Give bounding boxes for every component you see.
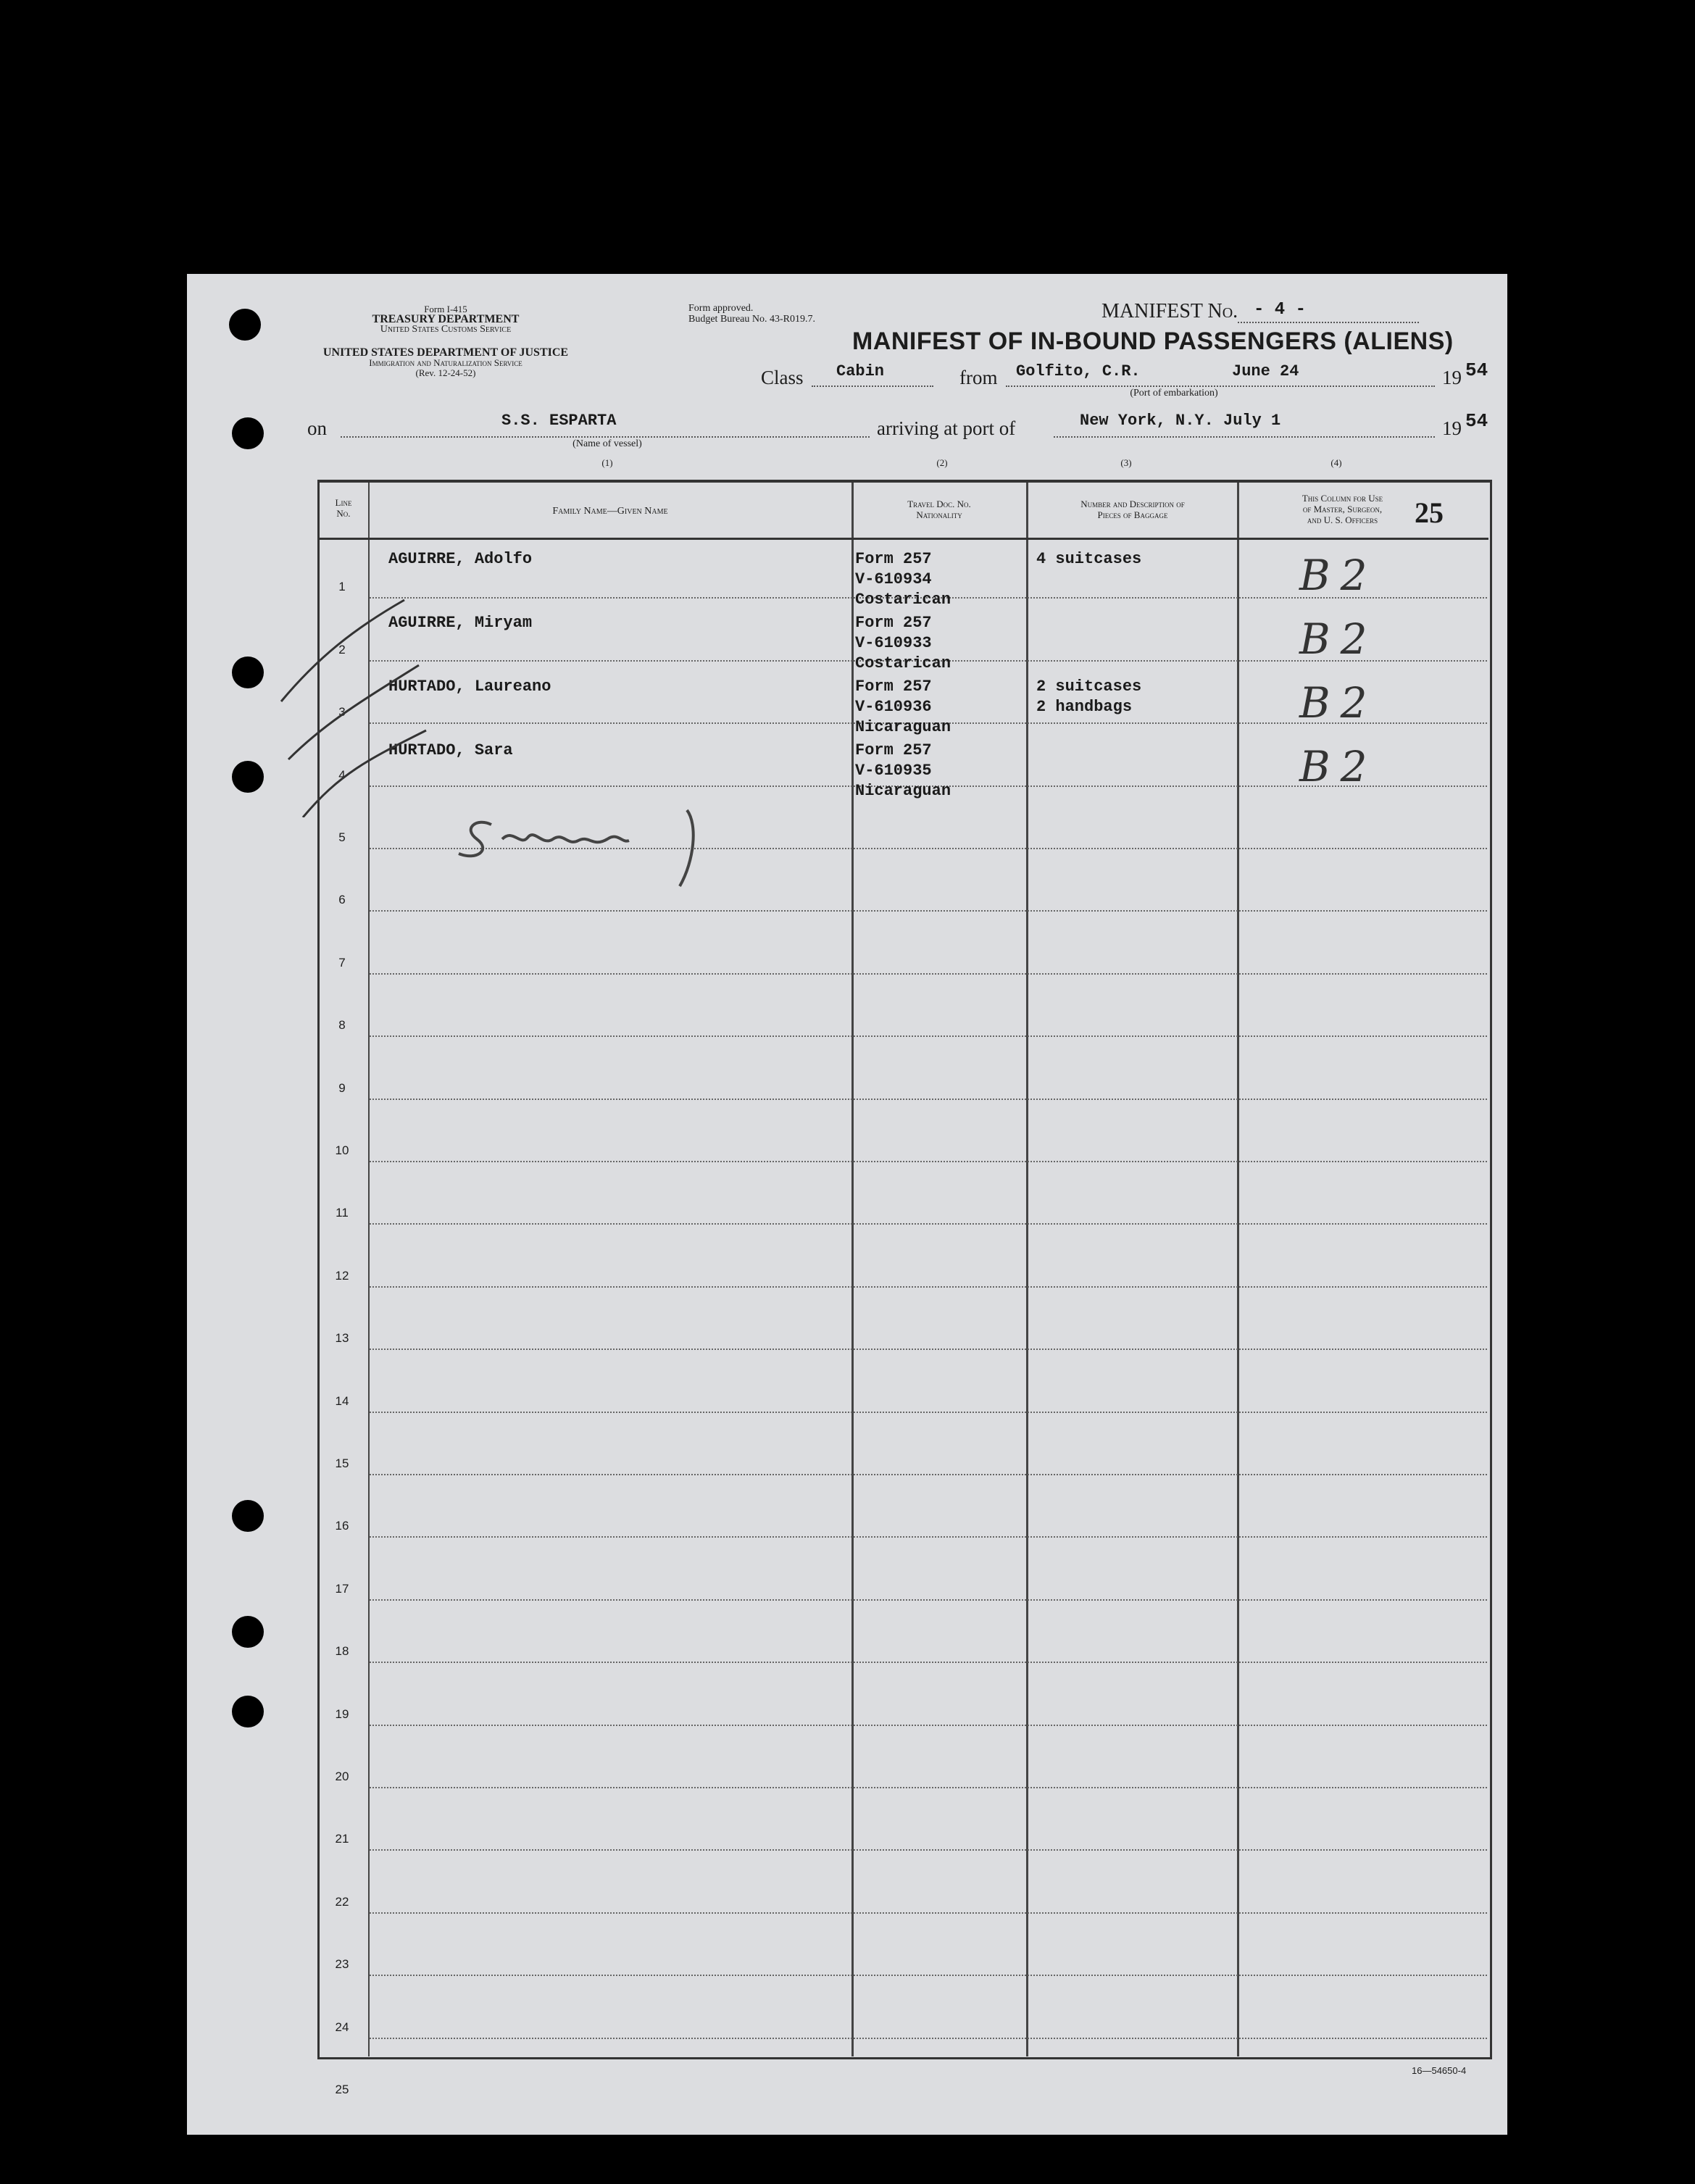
vessel-name: S.S. ESPARTA bbox=[501, 412, 617, 430]
punch-hole bbox=[232, 1616, 264, 1648]
baggage-line-1: 2 suitcases bbox=[1036, 678, 1142, 696]
travel-doc-form: Form 257 bbox=[855, 741, 932, 759]
nationality: Costarican bbox=[855, 591, 951, 609]
line-number: 8 bbox=[338, 1018, 346, 1033]
footer-code: 16—54650-4 bbox=[1412, 2065, 1467, 2076]
port-embarkation-note: (Port of embarkation) bbox=[1130, 388, 1218, 399]
header-rule bbox=[318, 538, 1488, 540]
year-prefix-2: 19 bbox=[1442, 417, 1462, 439]
travel-doc-form: Form 257 bbox=[855, 678, 932, 696]
col-head-officers: This Column for Use of Master, Surgeon, and U. S. Officers bbox=[1302, 493, 1383, 525]
manifest-no-label: MANIFEST No. bbox=[1101, 300, 1238, 322]
row-rule bbox=[370, 1412, 1487, 1413]
row-rule bbox=[370, 1536, 1487, 1538]
ins-name: Immigration and Naturalization Service bbox=[369, 357, 522, 368]
treasury-dept: TREASURY DEPARTMENT bbox=[372, 313, 520, 325]
arrival-port: New York, N.Y. July 1 bbox=[1080, 412, 1281, 430]
col-number-2: (2) bbox=[936, 457, 948, 468]
page-title: MANIFEST OF IN-BOUND PASSENGERS (ALIENS) bbox=[852, 328, 1454, 355]
travel-doc-number: V-610935 bbox=[855, 762, 932, 780]
line-number: 19 bbox=[335, 1706, 349, 1721]
col-head-name: Family Name—Given Name bbox=[552, 506, 668, 517]
col-number-1: (1) bbox=[601, 457, 613, 468]
officer-mark: B2 bbox=[1299, 614, 1378, 664]
col-head-baggage: Number and Description of Pieces of Baggage bbox=[1080, 499, 1185, 520]
travel-doc-number: V-610936 bbox=[855, 698, 932, 716]
officer-mark: B2 bbox=[1299, 742, 1378, 791]
manifest-no-value: - 4 - bbox=[1254, 300, 1307, 320]
punch-hole bbox=[232, 657, 264, 688]
from-value: Golfito, C.R. bbox=[1016, 362, 1141, 380]
from-label: from bbox=[959, 367, 998, 388]
line-number: 15 bbox=[335, 1456, 349, 1470]
line-number: 1 bbox=[338, 580, 346, 594]
line-number: 17 bbox=[335, 1581, 349, 1596]
col-divider-name bbox=[851, 483, 854, 2056]
budget-bureau: Budget Bureau No. 43-R019.7. bbox=[688, 314, 815, 325]
passenger-name: HURTADO, Sara bbox=[388, 741, 513, 759]
col-number-3: (3) bbox=[1120, 457, 1132, 468]
line-number: 4 bbox=[338, 767, 346, 782]
customs-service: United States Customs Service bbox=[380, 324, 512, 335]
passenger-name: AGUIRRE, Miryam bbox=[388, 614, 533, 632]
row-rule bbox=[370, 1161, 1487, 1162]
arrival-line bbox=[1054, 436, 1435, 438]
row-rule bbox=[370, 1787, 1487, 1788]
line-number: 10 bbox=[335, 1143, 349, 1157]
col-head-doc: Travel Doc. No. Nationality bbox=[907, 499, 971, 520]
rev-date: (Rev. 12-24-52) bbox=[415, 367, 476, 378]
passenger-name: HURTADO, Laureano bbox=[388, 678, 551, 696]
passenger-name: AGUIRRE, Adolfo bbox=[388, 550, 533, 568]
punch-hole bbox=[232, 1696, 264, 1727]
form-number: Form I-415 bbox=[424, 304, 467, 314]
form-approved: Form approved. bbox=[688, 303, 754, 314]
year-2: 54 bbox=[1465, 410, 1488, 432]
punch-hole bbox=[229, 309, 261, 341]
baggage-line-2: 2 handbags bbox=[1036, 698, 1133, 716]
officer-signature bbox=[448, 796, 738, 897]
line-number: 21 bbox=[335, 1832, 349, 1846]
row-rule bbox=[370, 1286, 1487, 1288]
punch-hole bbox=[232, 417, 264, 449]
line-number: 23 bbox=[335, 1957, 349, 1972]
class-line bbox=[812, 385, 933, 387]
row-rule bbox=[370, 1912, 1487, 1914]
row-rule bbox=[370, 1223, 1487, 1225]
travel-doc-number: V-610934 bbox=[855, 570, 932, 588]
line-number: 24 bbox=[335, 2020, 349, 2034]
manifest-page bbox=[187, 274, 1507, 2135]
manifest-no-line bbox=[1238, 322, 1419, 323]
col-number-4: (4) bbox=[1330, 457, 1342, 468]
from-date: June 24 bbox=[1232, 362, 1299, 380]
col-divider-bag bbox=[1237, 483, 1239, 2056]
line-number: 6 bbox=[338, 893, 346, 907]
row-rule bbox=[370, 1662, 1487, 1663]
vessel-line bbox=[341, 436, 870, 438]
line-number: 13 bbox=[335, 1331, 349, 1346]
page-count-stamp: 25 bbox=[1415, 496, 1444, 529]
from-line bbox=[1006, 385, 1435, 387]
line-number: 14 bbox=[335, 1393, 349, 1408]
line-number: 22 bbox=[335, 1894, 349, 1909]
line-number: 5 bbox=[338, 830, 346, 844]
form-header-left bbox=[304, 304, 587, 335]
line-number: 7 bbox=[338, 955, 346, 970]
on-label: on bbox=[307, 417, 327, 439]
nationality: Costarican bbox=[855, 654, 951, 672]
baggage-line-1: 4 suitcases bbox=[1036, 550, 1142, 568]
col-divider-doc bbox=[1026, 483, 1028, 2056]
travel-doc-number: V-610933 bbox=[855, 634, 932, 652]
punch-hole bbox=[232, 761, 264, 793]
line-number: 11 bbox=[336, 1206, 349, 1220]
tally-marks bbox=[274, 578, 433, 817]
line-number: 18 bbox=[335, 1644, 349, 1659]
year-1: 54 bbox=[1465, 359, 1488, 381]
row-rule bbox=[370, 1975, 1487, 1976]
justice-dept: UNITED STATES DEPARTMENT OF JUSTICE bbox=[322, 346, 569, 359]
row-rule bbox=[370, 973, 1487, 975]
row-rule bbox=[370, 1599, 1487, 1601]
row-rule bbox=[370, 1099, 1487, 1100]
row-rule bbox=[370, 2038, 1487, 2039]
line-number: 12 bbox=[335, 1268, 349, 1283]
punch-hole bbox=[232, 1500, 264, 1532]
form-approval bbox=[688, 303, 815, 325]
officer-mark: B2 bbox=[1299, 551, 1378, 600]
row-rule bbox=[370, 1349, 1487, 1350]
line-number: 3 bbox=[338, 705, 346, 720]
travel-doc-form: Form 257 bbox=[855, 614, 932, 632]
travel-doc-form: Form 257 bbox=[855, 550, 932, 568]
line-number: 2 bbox=[338, 642, 346, 657]
col-head-line-no: Line No. bbox=[335, 497, 352, 519]
class-label: Class bbox=[761, 367, 804, 388]
line-number: 16 bbox=[335, 1519, 349, 1533]
justice-header bbox=[304, 348, 587, 378]
officer-mark: B2 bbox=[1299, 678, 1378, 728]
nationality: Nicaraguan bbox=[855, 782, 951, 800]
arriving-label: arriving at port of bbox=[877, 417, 1016, 439]
line-number: 20 bbox=[335, 1770, 349, 1783]
nationality: Nicaraguan bbox=[855, 718, 951, 736]
year-prefix-1: 19 bbox=[1442, 367, 1462, 388]
row-rule bbox=[370, 1474, 1487, 1475]
line-number: 9 bbox=[338, 1080, 346, 1095]
class-value: Cabin bbox=[836, 362, 885, 380]
row-rule bbox=[370, 1035, 1487, 1037]
vessel-note: (Name of vessel) bbox=[572, 438, 642, 449]
row-rule bbox=[370, 1849, 1487, 1851]
line-number: 25 bbox=[335, 2083, 349, 2096]
row-rule bbox=[370, 910, 1487, 912]
row-rule bbox=[370, 1725, 1487, 1726]
